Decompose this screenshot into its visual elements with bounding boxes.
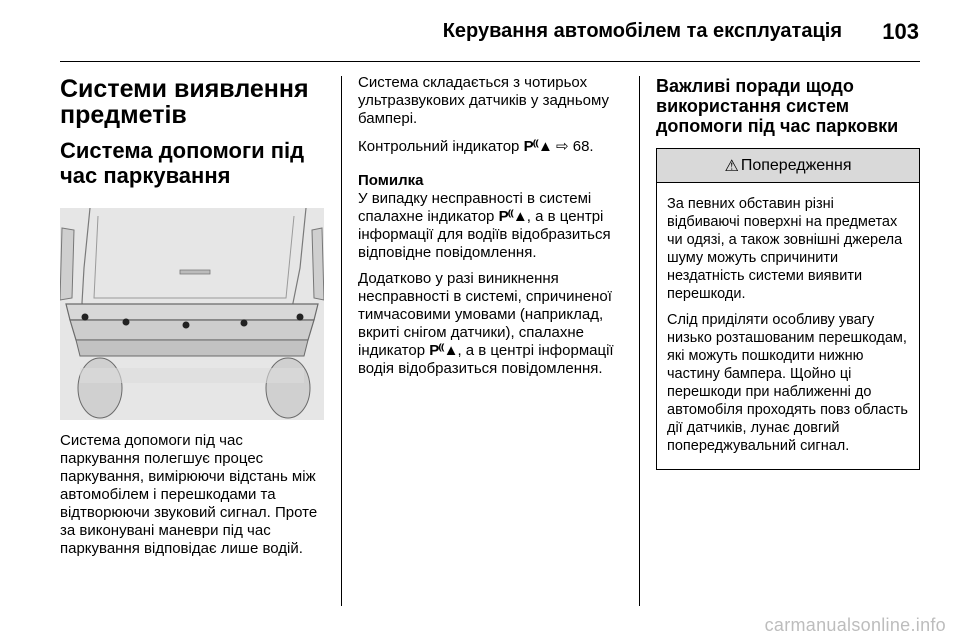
tips-heading: Важливі поради щодо використання систем допомоги під час парковки — [656, 76, 899, 136]
sensor-dot — [183, 322, 190, 329]
header-rule — [60, 61, 920, 62]
temporary-fault-paragraph — [358, 270, 623, 378]
warning-box — [656, 148, 920, 470]
intro-paragraph: Система допомоги під час паркування полегшує процес паркування, вимірюючи відстань між автомобілем і перешкодами та відтворюючи звуковий сигнал. Проте за виконувані маневри під час паркування відповідає лише водій. — [60, 432, 318, 557]
fault-heading: Помилка — [358, 172, 424, 189]
column-2 — [358, 74, 623, 386]
section-heading: Системи виявлення предметів — [60, 75, 309, 129]
indicator-reference-text: Контрольний індикатор — [358, 138, 524, 155]
watermark: carmanualsonline.info — [764, 615, 946, 635]
rear-bumper-illustration — [60, 208, 324, 420]
van-rear-drawing — [60, 208, 324, 420]
page-number: 103 — [882, 19, 919, 44]
warning-header — [657, 149, 919, 183]
page-reference: ⇨ 68. — [555, 138, 594, 155]
parking-indicator-icon: P⁽⁽▲ — [498, 208, 527, 225]
sensor-dot — [123, 319, 130, 326]
column-divider — [341, 76, 342, 606]
fault-text-b: , а в центрі інформації для водіїв відобразиться відповідне повідомлення. — [358, 208, 611, 261]
warning-body — [657, 183, 919, 469]
indicator-reference — [358, 138, 623, 156]
header-title: Керування автомобілем та експлуатація — [442, 20, 842, 42]
parking-indicator-icon: P⁽⁽▲ — [429, 342, 458, 359]
warning-title: Попередження — [740, 156, 852, 174]
fault-text-a: У випадку несправності в системі спалахне індикатор — [358, 190, 592, 225]
parking-indicator-icon: P⁽⁽▲ — [523, 138, 552, 155]
warning-paragraph: За певних обставин різні відбиваючі поверхні на предметах чи одязі, а також зовнішні джерела шуму можуть спричинити нездатність системи виявити перешкоди. — [667, 196, 903, 302]
warning-paragraph: Слід приділяти особливу увагу низько розташованим перешкодам, які можуть пошкодити нижню частину бампера. Щойно ці перешкоди при наближенні до автомобіля проходять повз область дії датчиків, лунає довгий попереджувальний сигнал. — [667, 312, 908, 454]
sensor-dot — [241, 320, 248, 327]
column-3 — [656, 74, 921, 470]
warning-icon: ⚠ — [724, 157, 739, 175]
column-1 — [60, 74, 325, 566]
sensor-dot — [297, 314, 304, 321]
column-divider — [639, 76, 640, 606]
section-subheading: Система допомоги під час паркування — [60, 138, 305, 188]
page-header — [0, 0, 960, 60]
temp-fault-text-b: , а в центрі інформації водія відобразиться повідомлення. — [358, 342, 614, 377]
fault-paragraph — [358, 190, 623, 262]
sensors-paragraph: Система складається з чотирьох ультразвукових датчиків у задньому бампері. — [358, 74, 609, 127]
sensor-dot — [82, 314, 89, 321]
temp-fault-text-a: Додатково у разі виникнення несправності в системі, спричиненої тимчасовими умовами (наприклад, вкриті снігом датчики), спалахне індикатор — [358, 270, 612, 359]
